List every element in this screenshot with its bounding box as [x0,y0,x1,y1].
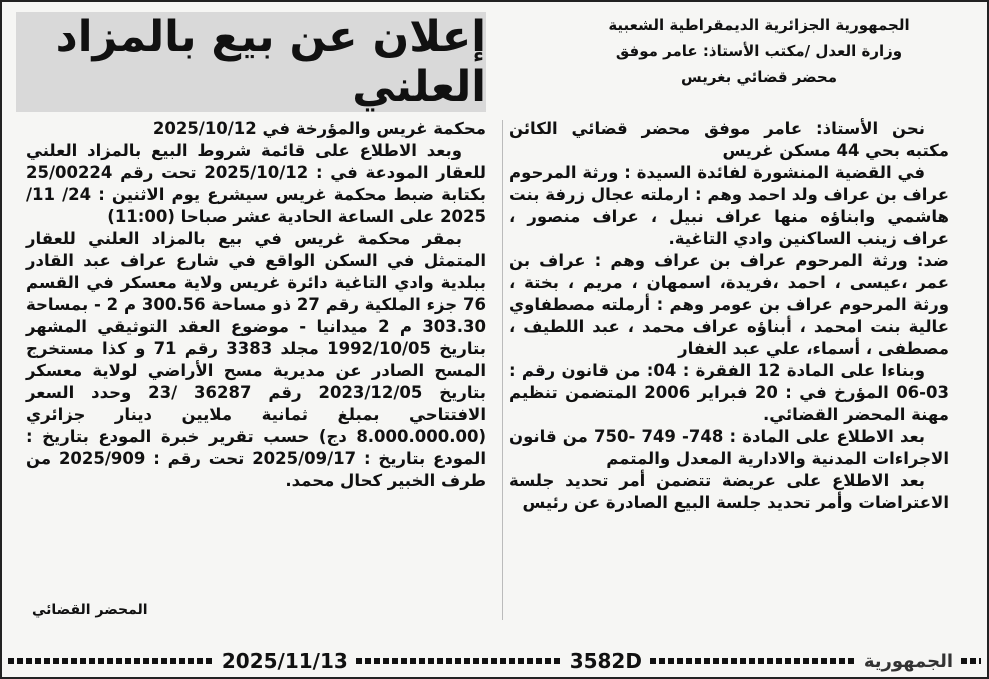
paragraph: محكمة غريس والمؤرخة في 2025/10/12 [152,119,486,138]
footer-rule [356,658,562,664]
footer-rule [8,658,214,664]
paragraph: بمقر محكمة غريس في بيع بالمزاد العلني للعقار المتمثل في السكن الواقع في شارع عراف عبد القادر ببلدية وادي التاغية دائرة غريس ولاية معسكر في القسم 76 جزء الملكية رقم 27 ذو مساحة 300.56 م 2 - بمساحة 303.30 م 2 ميدانيا - موضوع العقد التوثيقي المشهر بتاريخ 1992/10/05 مجلد 3383 رقم 71 و كذا مستخرج المسح الصادر عن مديرية مسح الأراضي لولاية معسكر بتاريخ 2023/12/05 رقم 36287 /23 وحدد السعر الافتتاحي بمبلغ ثمانية ملايين دينار جزائري (8.000.000.00 دج) حسب تقرير خبرة المودع بتاريخ : المودع بتاريخ : 2025/09/17 تحت رقم : 2025/909 من طرف الخبير كحال محمد. [26,229,487,490]
paragraph: بعد الاطلاع على عريضة تتضمن أمر تحديد جلسة الاعتراضات وأمر تحديد جلسة البيع الصادرة عن رئيس [509,471,949,512]
notice-title: إعلان عن بيع بالمزاد العلني [55,12,486,112]
paragraph: ضد: ورثة المرحوم عراف بن عراف وهم : عراف بن عمر ،عيسى ، احمد ،فريدة، اسمهان ، مريم ، بختة ، ورثة المرحوم عراف بن عومر وهم : أرملته مصطفاوي عالية بنت امحمد ، أبناؤه عراف محمد ، عبد اللطيف ، مصطفى ، أسماء، علي عبد الغفار [509,251,949,358]
column-divider [502,120,503,620]
republic-line: الجمهورية الجزائرية الديمقراطية الشعبية [608,16,910,34]
notice-title-box [16,12,486,112]
paragraph: وبعد الاطلاع على قائمة شروط البيع بالمزاد العلني للعقار المودعة في : 2025/10/12 تحت رقم 25/00224 بكتابة ضبط محكمة غريس سيشرع يوم الاثنين : 24/ 11/ 2025 على الساعة الحادية عشر صباحا (11:00) [26,141,487,226]
bailiff-line: محضر قضائي بغريس [681,68,837,86]
newspaper-logo: الجمهورية [863,650,954,672]
footer-date: 2025/11/13 [221,649,348,673]
paragraph: بعد الاطلاع على المادة : 748- 749 -750 من قانون الاجراءات المدنية والادارية المعدل والمتمم [509,427,949,468]
left-column [26,118,486,492]
page-footer [8,648,981,674]
right-column [509,118,949,514]
paragraph: وبناءا على المادة 12 الفقرة : 04: من قانون رقم : 03-06 المؤرخ في : 20 فبراير 2006 المتضمن تنظيم مهنة المحضر القضائي. [509,361,949,424]
paragraph: نحن الأستاذ: عامر موفق محضر قضائي الكائن مكتبه بحي 44 مسكن غريس [509,119,949,160]
ministry-line: وزارة العدل /مكتب الأستاذ: عامر موفق [615,42,903,60]
paragraph: في القضية المنشورة لفائدة السيدة : ورثة المرحوم عراف بن عراف ولد احمد وهم : ارملته عجال زرفة بنت هاشمي وابناؤه منها عراف نبيل ، عراف منصور ، عراف زينب الساكنين وادي التاغية. [509,163,949,248]
issuer-header [549,12,969,112]
issue-number: 3582D [569,649,642,673]
footer-rule [961,658,981,664]
signature: المحضر القضائي [32,602,148,618]
footer-rule [650,658,856,664]
